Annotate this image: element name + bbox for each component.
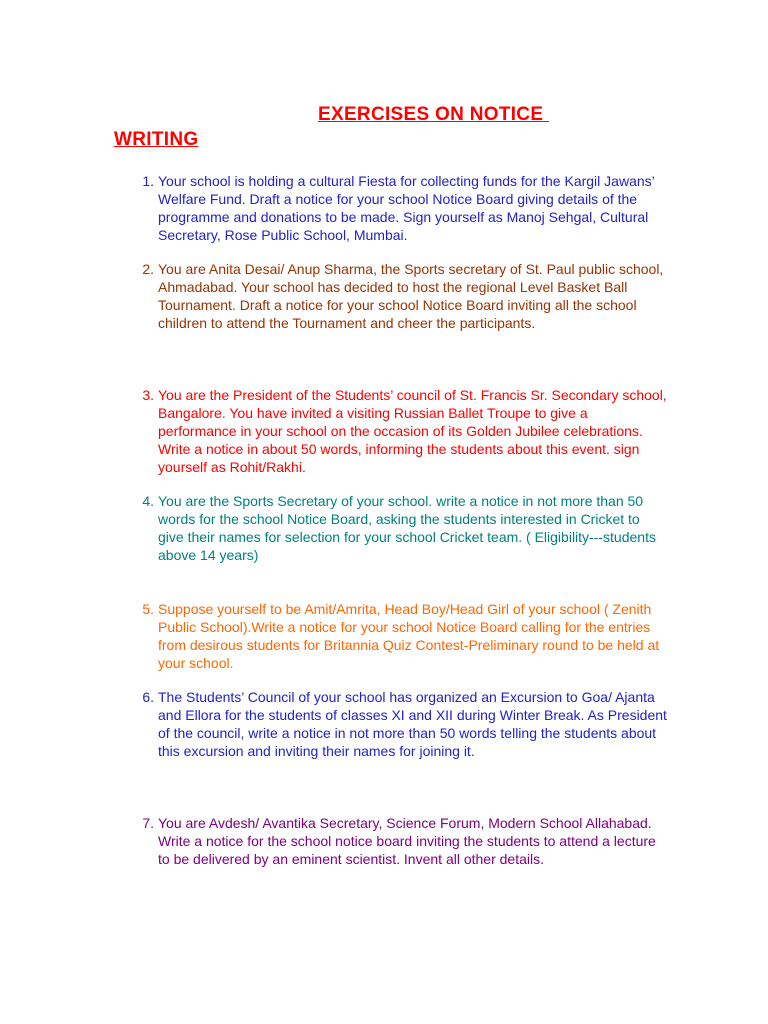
exercise-text: You are the Sports Secretary of your school. write a notice in not more than 50 words for the school Notice Board, asking the students interested in Cricket to give their names for selection for your school Cricket team. ( Eligibility---students above 14 years) bbox=[158, 493, 656, 563]
exercise-text: The Students’ Council of your school has organized an Excursion to Goa/ Ajanta and Ellora for the students of classes XI and XII during Winter Break. As President of the council, write a notice in not more than 50 words telling the students about this excursion and inviting their names for joining it. bbox=[158, 689, 667, 759]
exercise-text: You are Anita Desai/ Anup Sharma, the Sports secretary of St. Paul public school, Ahmadabad. Your school has decided to host the regional Level Basket Ball Tournament. Draft a notice for your school Notice Board inviting all the school children to attend the Tournament and cheer the participants. bbox=[158, 261, 664, 331]
exercise-number: 1. bbox=[142, 173, 154, 189]
exercise-number: 6. bbox=[142, 689, 154, 705]
exercise-text: Your school is holding a cultural Fiesta for collecting funds for the Kargil Jawans’ Welfare Fund. Draft a notice for your school Notice Board giving details of the programme and donations to be made. Sign yourself as Manoj Sehgal, Cultural Secretary, Rose Public School, Mumbai. bbox=[158, 173, 655, 243]
exercise-text: You are the President of the Students’ council of St. Francis Sr. Secondary school, Bangalore. You have invited a visiting Russian Ballet Troupe to give a performance in your school on the occasion of its Golden Jubilee celebrations. Write a notice in about 50 words, informing the students about this event. sign yourself as Rohit/Rakhi. bbox=[158, 387, 667, 475]
document-title-line-1: EXERCISES ON NOTICE bbox=[318, 104, 549, 125]
exercise-number: 4. bbox=[142, 493, 154, 509]
exercise-item-5 bbox=[142, 600, 668, 672]
exercise-number: 3. bbox=[142, 387, 154, 403]
exercise-number: 2. bbox=[142, 261, 154, 277]
exercise-item-4 bbox=[142, 492, 668, 564]
exercise-text: You are Avdesh/ Avantika Secretary, Science Forum, Modern School Allahabad. Write a notice for the school notice board inviting the students to attend a lecture to be delivered by an eminent scientist. Invent all other details. bbox=[158, 815, 656, 867]
document-title-line-2: WRITING bbox=[114, 129, 199, 150]
exercise-number: 7. bbox=[142, 815, 154, 831]
exercise-item-1 bbox=[142, 172, 668, 244]
exercise-item-2 bbox=[142, 260, 668, 332]
exercise-number: 5. bbox=[142, 601, 154, 617]
exercise-item-3 bbox=[142, 386, 668, 476]
exercise-item-6 bbox=[142, 688, 668, 760]
exercise-text: Suppose yourself to be Amit/Amrita, Head Boy/Head Girl of your school ( Zenith Public School).Write a notice for your school Notice Board calling for the entries from desirous students for Britannia Quiz Contest-Preliminary round to be held at your school. bbox=[158, 601, 660, 671]
exercise-item-7 bbox=[142, 814, 668, 868]
